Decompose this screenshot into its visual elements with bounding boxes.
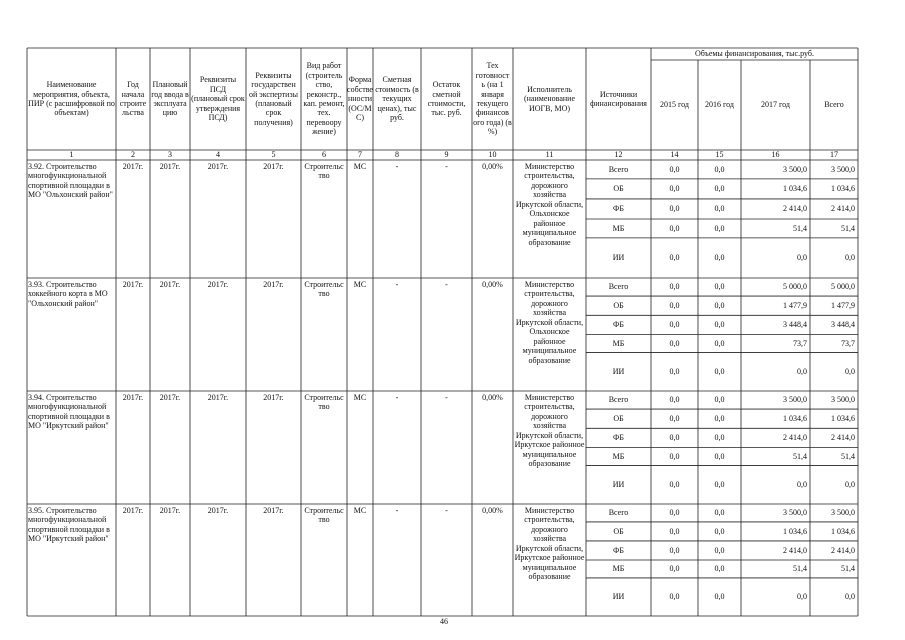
object-remaining-cost: - <box>445 393 448 402</box>
funding-source: МБ <box>612 223 625 233</box>
funding-value-2017: 3 500,0 <box>783 508 807 518</box>
object-readiness: 0,00% <box>482 280 503 289</box>
funding-value-2017: 51,4 <box>793 451 807 461</box>
object-start-year: 2017г. <box>122 393 144 402</box>
object-expertise: 2017г. <box>263 506 284 515</box>
funding-value-total: 1 034,6 <box>831 184 855 194</box>
funding-value-total: 0,0 <box>845 480 855 490</box>
funding-value-total: 5 000,0 <box>831 282 855 292</box>
object-ownership: МС <box>353 162 367 171</box>
funding-value-2016: 0,0 <box>714 395 725 405</box>
funding-value-total: 51,4 <box>841 451 855 461</box>
funding-value-2017: 2 414,0 <box>783 433 807 443</box>
object-planned-year: 2017г. <box>159 162 181 171</box>
funding-value-2015: 0,0 <box>669 223 680 233</box>
object-work-type: Строительс тво <box>304 280 344 299</box>
funding-value-2015: 0,0 <box>669 508 680 518</box>
funding-value-total: 0,0 <box>845 592 855 602</box>
object-design-docs: 2017г. <box>207 162 229 171</box>
funding-source: ФБ <box>613 320 624 330</box>
column-number: 2 <box>131 150 135 160</box>
object-start-year: 2017г. <box>122 280 144 289</box>
object-expertise: 2017г. <box>263 280 284 289</box>
object-executor: Министерство строительства, дорожного хозяйства Иркутской области, Иркутское районное муниципальное образование <box>514 506 585 582</box>
object-ownership: МС <box>353 506 367 515</box>
funding-value-2015: 0,0 <box>669 592 680 602</box>
header-col_estimated_cost: Сметная стоимость (в текущих ценах), тыс руб. <box>375 75 419 123</box>
header-col_expertise: Реквизиты государствен ой экспертизы (плановый срок получения) <box>249 70 298 127</box>
funding-value-2016: 0,0 <box>714 164 725 174</box>
funding-value-2017: 1 034,6 <box>783 413 807 423</box>
object-ownership: МС <box>353 393 367 402</box>
object-work-type: Строительс тво <box>304 506 344 525</box>
funding-value-2015: 0,0 <box>669 395 680 405</box>
object-design-docs: 2017г. <box>207 393 229 402</box>
column-number: 5 <box>271 150 276 160</box>
funding-value-total: 2 414,0 <box>831 433 855 443</box>
funding-source: МБ <box>612 564 625 574</box>
column-number: 17 <box>830 150 838 160</box>
object-estimated-cost: - <box>395 162 399 171</box>
funding-value-2016: 0,0 <box>714 320 725 330</box>
funding-value-2016: 0,0 <box>714 253 725 263</box>
funding-source: ОБ <box>613 184 624 194</box>
funding-value-total: 51,4 <box>841 564 855 574</box>
funding-value-2017: 1 034,6 <box>783 184 807 194</box>
funding-source: Всего <box>608 395 629 405</box>
column-number: 12 <box>614 150 623 160</box>
header-col_2015: 2015 год <box>660 100 689 110</box>
header-col_2017: 2017 год <box>761 100 790 110</box>
funding-source: ФБ <box>613 433 624 443</box>
funding-source: ОБ <box>613 526 624 536</box>
funding-value-2016: 0,0 <box>714 367 725 377</box>
funding-source: ФБ <box>613 204 624 214</box>
funding-value-2015: 0,0 <box>669 204 680 214</box>
object-name: 3.93. Строительство хоккейного корта в МО "Ольхонский район" <box>28 280 108 308</box>
header-col_ownership: Форма собстве нности (ОС/М С) <box>347 75 373 123</box>
column-number: 10 <box>488 150 497 160</box>
funding-source: Всего <box>608 508 629 518</box>
funding-value-2015: 0,0 <box>669 253 680 263</box>
funding-value-2015: 0,0 <box>669 338 680 348</box>
object-start-year: 2017г. <box>122 506 144 515</box>
page-number: 46 <box>440 617 448 626</box>
funding-value-2017: 5 000,0 <box>783 282 807 292</box>
funding-value-2017: 0,0 <box>797 253 807 263</box>
funding-source: ФБ <box>613 545 624 555</box>
funding-value-2016: 0,0 <box>714 564 725 574</box>
funding-value-2016: 0,0 <box>714 480 725 490</box>
funding-value-2017: 0,0 <box>797 480 807 490</box>
object-work-type: Строительс тво <box>304 162 344 181</box>
header-col_readiness: Тех готовност ь (на 1 января текущего финансов ого года) (в %) <box>473 61 512 137</box>
funding-value-2015: 0,0 <box>669 451 680 461</box>
column-number: 6 <box>322 150 326 160</box>
funding-value-total: 3 500,0 <box>831 395 855 405</box>
object-planned-year: 2017г. <box>159 506 181 515</box>
funding-source: ОБ <box>613 413 624 423</box>
funding-value-2015: 0,0 <box>669 564 680 574</box>
funding-source: ИИ <box>612 480 625 490</box>
funding-value-2015: 0,0 <box>669 433 680 443</box>
column-number: 9 <box>444 150 449 160</box>
funding-value-2015: 0,0 <box>669 545 680 555</box>
funding-value-2015: 0,0 <box>669 184 680 194</box>
object-estimated-cost: - <box>395 280 399 289</box>
funding-value-2017: 73,7 <box>793 338 807 348</box>
header-col_remaining_cost: Остаток сметной стоимости, тыс. руб. <box>427 80 466 118</box>
funding-value-total: 1 034,6 <box>831 413 855 423</box>
funding-value-2016: 0,0 <box>714 451 725 461</box>
column-number: 4 <box>216 150 220 160</box>
funding-value-2017: 51,4 <box>793 564 807 574</box>
column-number: 11 <box>545 150 554 160</box>
header-col_total: Всего <box>824 100 844 110</box>
object-expertise: 2017г. <box>263 162 284 171</box>
funding-value-2016: 0,0 <box>714 526 725 536</box>
funding-source: МБ <box>612 451 625 461</box>
header-col_sources: Источники финансирования <box>590 89 647 108</box>
object-planned-year: 2017г. <box>159 280 181 289</box>
funding-value-2017: 2 414,0 <box>783 204 807 214</box>
funding-value-2016: 0,0 <box>714 184 725 194</box>
funding-value-2016: 0,0 <box>714 338 725 348</box>
funding-value-2017: 51,4 <box>793 223 807 233</box>
funding-value-2017: 1 477,9 <box>783 300 807 310</box>
funding-source: ИИ <box>612 592 625 602</box>
object-design-docs: 2017г. <box>207 506 229 515</box>
funding-source: ИИ <box>612 367 625 377</box>
column-number: 1 <box>69 150 74 160</box>
column-number: 3 <box>168 150 172 160</box>
object-name: 3.92. Строительство многофункциональной спортивной площадки в МО "Ольхонский район" <box>28 162 113 200</box>
funding-value-total: 2 414,0 <box>831 204 855 214</box>
object-expertise: 2017г. <box>263 393 284 402</box>
funding-value-total: 1 477,9 <box>831 300 855 310</box>
funding-value-2015: 0,0 <box>669 300 680 310</box>
object-name: 3.94. Строительство многофункциональной спортивной площадки в МО "Иркутский район" <box>28 393 110 431</box>
column-number: 7 <box>358 150 362 160</box>
funding-source: МБ <box>612 338 625 348</box>
funding-value-total: 3 448,4 <box>831 320 855 330</box>
funding-value-2016: 0,0 <box>714 300 725 310</box>
funding-value-total: 0,0 <box>845 253 855 263</box>
column-number: 15 <box>715 150 724 160</box>
funding-source: ОБ <box>613 300 624 310</box>
funding-value-2016: 0,0 <box>714 223 725 233</box>
object-executor: Министерство строительства, дорожного хозяйства Иркутской области, Ольхонское районное муниципальное образование <box>515 162 584 247</box>
header-funding-group: Объемы финансирования, тыс.руб. <box>695 49 814 59</box>
object-planned-year: 2017г. <box>159 393 181 402</box>
funding-value-total: 0,0 <box>845 367 855 377</box>
object-estimated-cost: - <box>395 393 399 402</box>
object-readiness: 0,00% <box>482 506 503 515</box>
object-design-docs: 2017г. <box>207 280 229 289</box>
funding-value-total: 2 414,0 <box>831 545 855 555</box>
header-col_executor: Исполнитель (наименование ИОГВ, МО) <box>523 84 575 113</box>
funding-value-2016: 0,0 <box>714 508 725 518</box>
object-estimated-cost: - <box>395 506 399 515</box>
funding-source: ИИ <box>612 253 625 263</box>
object-readiness: 0,00% <box>482 162 503 171</box>
funding-value-2017: 0,0 <box>797 367 807 377</box>
object-executor: Министерство строительства, дорожного хозяйства Иркутской области, Иркутское районное муниципальное образование <box>514 393 585 469</box>
column-number: 8 <box>395 150 399 160</box>
funding-value-2015: 0,0 <box>669 164 680 174</box>
funding-value-total: 3 500,0 <box>831 508 855 518</box>
funding-value-2015: 0,0 <box>669 413 680 423</box>
funding-value-2017: 3 500,0 <box>783 164 807 174</box>
funding-value-2015: 0,0 <box>669 526 680 536</box>
funding-value-2015: 0,0 <box>669 480 680 490</box>
funding-value-total: 3 500,0 <box>831 164 855 174</box>
funding-value-2016: 0,0 <box>714 413 725 423</box>
header-col_work_type: Вид работ (строитель ство, реконстр., кап. ремонт, тех. перевоору жение) <box>303 61 345 137</box>
column-number: 16 <box>771 150 780 160</box>
funding-value-2017: 2 414,0 <box>783 545 807 555</box>
object-remaining-cost: - <box>445 162 448 171</box>
funding-value-2016: 0,0 <box>714 204 725 214</box>
header-col_2016: 2016 год <box>705 100 734 110</box>
object-remaining-cost: - <box>445 506 448 515</box>
funding-value-2017: 3 448,4 <box>783 320 807 330</box>
funding-source: Всего <box>608 282 629 292</box>
object-remaining-cost: - <box>445 280 448 289</box>
object-ownership: МС <box>353 280 367 289</box>
funding-value-2016: 0,0 <box>714 592 725 602</box>
header-col_name: Наименование мероприятия, объекта, ПИР (с расшифровкой по объектам) <box>28 80 115 118</box>
funding-value-2016: 0,0 <box>714 545 725 555</box>
object-name: 3.95. Строительство многофункциональной спортивной площадки в МО "Иркутский район" <box>28 506 110 544</box>
funding-value-2015: 0,0 <box>669 367 680 377</box>
funding-value-2016: 0,0 <box>714 433 725 443</box>
column-number: 14 <box>670 150 679 160</box>
funding-value-total: 1 034,6 <box>831 526 855 536</box>
funding-value-2015: 0,0 <box>669 282 680 292</box>
object-start-year: 2017г. <box>122 162 144 171</box>
header-col_planned_year: Плановый год ввода в эксплуата цию <box>151 80 189 118</box>
funding-value-total: 51,4 <box>841 223 855 233</box>
header-col_design_docs: Реквизиты ПСД (плановый срок утверждения ПСД) <box>191 75 245 123</box>
object-work-type: Строительс тво <box>304 393 344 412</box>
object-executor: Министерство строительства, дорожного хозяйства Иркутской области, Ольхонское районное муниципальное образование <box>515 280 584 365</box>
object-readiness: 0,00% <box>482 393 503 402</box>
funding-source: Всего <box>608 164 629 174</box>
funding-value-2017: 0,0 <box>797 592 807 602</box>
funding-value-2017: 1 034,6 <box>783 526 807 536</box>
funding-value-2015: 0,0 <box>669 320 680 330</box>
funding-value-2017: 3 500,0 <box>783 395 807 405</box>
funding-value-2016: 0,0 <box>714 282 725 292</box>
funding-value-total: 73,7 <box>841 338 855 348</box>
header-col_start_year: Год начала строите льства <box>119 80 147 118</box>
